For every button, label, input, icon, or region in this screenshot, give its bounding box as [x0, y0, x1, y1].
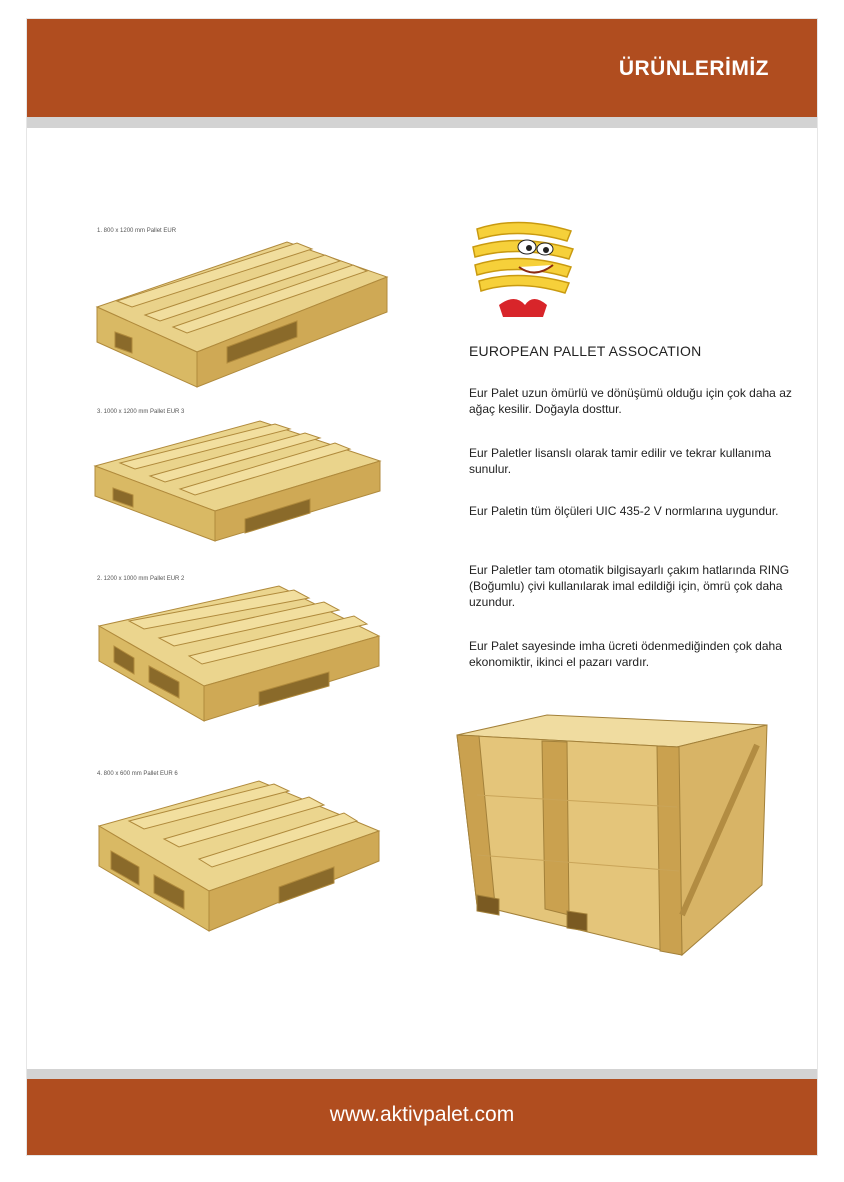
pallet-mascot-logo: [469, 219, 579, 321]
footer-bar: [27, 1079, 817, 1155]
page-title: ÜRÜNLERİMİZ: [618, 57, 769, 80]
header-bar: [27, 19, 817, 117]
website-url: www.aktivpalet.com: [329, 1103, 515, 1126]
association-paragraph-1: Eur Palet uzun ömürlü ve dönüşümü olduğu için çok daha az ağaç kesilir. Doğayla dosttur.: [469, 386, 792, 416]
pallet-image-eur-2: [99, 586, 384, 736]
product-caption-3: 2. 1200 x 1000 mm Pallet EUR 2: [97, 576, 185, 582]
header-divider: [27, 117, 817, 128]
brochure-page: [26, 18, 818, 1156]
product-caption-2: 3. 1000 x 1200 mm Pallet EUR 3: [97, 409, 185, 415]
association-paragraph-4: Eur Paletler tam otomatik bilgisayarlı çakım hatlarında RING (Boğumlu) çivi kullanılarak imal edildiği için, ömrü çok daha uzundur.: [469, 563, 790, 609]
association-paragraph-2: Eur Paletler lisanslı olarak tamir edilir ve tekrar kullanıma sunulur.: [469, 446, 772, 476]
association-title: EUROPEAN PALLET ASSOCATION: [469, 343, 702, 359]
association-paragraph-3: Eur Paletin tüm ölçüleri UIC 435-2 V normlarına uygundur.: [469, 504, 779, 518]
pallet-image-eur: [97, 237, 387, 387]
pallet-image-eur-6: [99, 781, 384, 936]
association-paragraph-5: Eur Palet sayesinde imha ücreti ödenmediğinden çok daha ekonomiktir, ikinci el pazarı vardır.: [469, 639, 782, 669]
product-caption-1: 1. 800 x 1200 mm Pallet EUR: [97, 228, 177, 234]
footer-divider: [27, 1069, 817, 1079]
pallet-image-eur-3: [95, 421, 385, 556]
wooden-crate-image: [457, 715, 772, 960]
product-caption-4: 4. 800 x 600 mm Pallet EUR 6: [97, 771, 178, 777]
